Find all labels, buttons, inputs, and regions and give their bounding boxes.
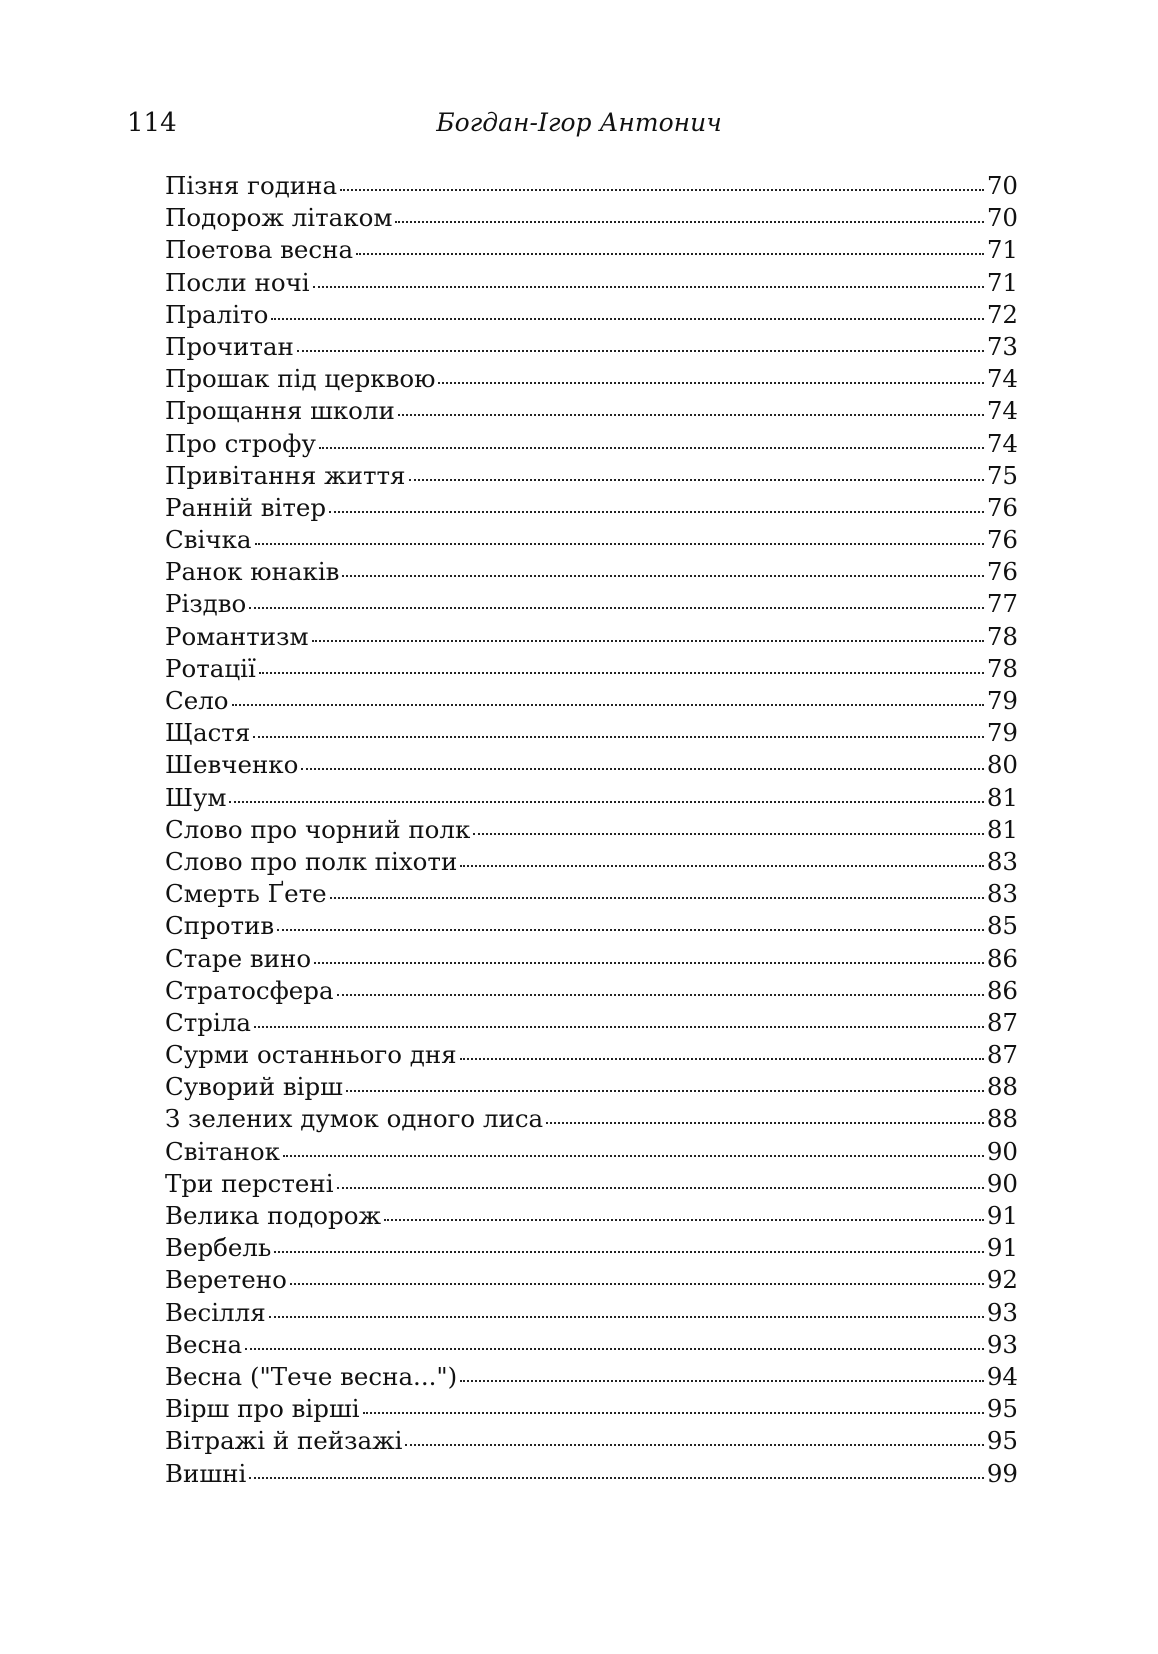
toc-entry-title: Вірш про вірші <box>165 1394 360 1424</box>
dot-leader <box>232 700 984 706</box>
dot-leader <box>253 732 984 738</box>
toc-entry-title: Прошак під церквою <box>165 364 436 394</box>
dot-leader <box>438 378 983 384</box>
toc-entry <box>165 428 1018 460</box>
toc-entry-title: Праліто <box>165 299 269 329</box>
toc-entry-title: Світанок <box>165 1136 280 1166</box>
toc-entry-page: 91 <box>986 1233 1018 1263</box>
toc-entry-page: 99 <box>986 1458 1018 1488</box>
toc-entry-page: 76 <box>986 492 1018 522</box>
toc-entry-page: 90 <box>986 1136 1018 1166</box>
dot-leader <box>384 1215 984 1221</box>
dot-leader <box>312 636 984 642</box>
toc-entry <box>165 1393 1018 1425</box>
toc-entry <box>165 1264 1018 1296</box>
dot-leader <box>409 475 984 481</box>
toc-entry-page: 74 <box>986 396 1018 426</box>
toc-entry-title: Романтизм <box>165 621 309 651</box>
dot-leader <box>356 249 984 255</box>
toc-entry-title: Вітражі й пейзажі <box>165 1426 403 1456</box>
toc-entry-page: 85 <box>986 911 1018 941</box>
dot-leader <box>254 1022 984 1028</box>
toc-entry-title: Подорож літаком <box>165 203 393 233</box>
toc-entry <box>165 170 1018 202</box>
toc-entry-title: Сурми останнього дня <box>165 1040 457 1070</box>
toc-entry-page: 88 <box>986 1104 1018 1134</box>
toc-entry-title: З зелених думок одного лиса <box>165 1104 544 1134</box>
toc-entry-title: Суворий вірш <box>165 1072 343 1102</box>
toc-entry-title: Шум <box>165 782 227 812</box>
toc-entry-page: 92 <box>986 1265 1018 1295</box>
toc-entry <box>165 556 1018 588</box>
toc-entry-page: 71 <box>986 267 1018 297</box>
toc-entry-title: Велика подорож <box>165 1201 381 1230</box>
dot-leader <box>245 1344 984 1350</box>
toc-entry <box>165 395 1018 427</box>
table-of-contents <box>165 170 1018 1490</box>
toc-entry-page: 95 <box>986 1426 1018 1456</box>
toc-entry <box>165 717 1018 749</box>
toc-entry <box>165 1232 1018 1264</box>
toc-entry-title: Шевченко <box>165 750 299 780</box>
toc-entry <box>165 1425 1018 1457</box>
dot-leader <box>313 282 984 288</box>
toc-entry-title: Привітання життя <box>165 460 406 490</box>
dot-leader <box>274 1247 983 1253</box>
toc-entry-title: Стріла <box>165 1007 251 1037</box>
toc-entry-title: Посли ночі <box>165 267 310 297</box>
toc-entry-title: Старе вино <box>165 943 312 973</box>
dot-leader <box>301 764 983 770</box>
toc-entry-page: 76 <box>986 557 1018 587</box>
dot-leader <box>346 1086 984 1092</box>
toc-entry-page: 70 <box>986 171 1018 200</box>
toc-entry-page: 74 <box>986 364 1018 394</box>
toc-entry <box>165 1458 1018 1490</box>
toc-entry <box>165 234 1018 266</box>
toc-entry <box>165 685 1018 717</box>
toc-entry <box>165 267 1018 299</box>
toc-entry <box>165 749 1018 781</box>
toc-entry-title: Різдво <box>165 589 247 619</box>
toc-entry <box>165 1071 1018 1103</box>
toc-entry-page: 83 <box>986 846 1018 876</box>
toc-entry <box>165 524 1018 556</box>
toc-entry-page: 75 <box>986 460 1018 490</box>
toc-entry <box>165 1200 1018 1232</box>
toc-entry-page: 76 <box>986 525 1018 555</box>
dot-leader <box>319 443 984 449</box>
toc-entry-title: Пізня година <box>165 171 338 200</box>
toc-entry-page: 81 <box>986 782 1018 812</box>
toc-entry <box>165 492 1018 524</box>
toc-entry-page: 91 <box>986 1201 1018 1230</box>
toc-entry <box>165 299 1018 331</box>
toc-entry-title: Смерть Ґете <box>165 879 327 909</box>
toc-entry <box>165 910 1018 942</box>
toc-entry-page: 86 <box>986 943 1018 973</box>
toc-entry <box>165 460 1018 492</box>
dot-leader <box>460 1054 984 1060</box>
toc-entry-page: 83 <box>986 879 1018 909</box>
dot-leader <box>283 1151 984 1157</box>
toc-entry <box>165 1039 1018 1071</box>
dot-leader <box>277 925 984 931</box>
dot-leader <box>259 668 984 674</box>
toc-entry-page: 93 <box>986 1297 1018 1327</box>
toc-entry-page: 94 <box>986 1361 1018 1391</box>
toc-entry <box>165 621 1018 653</box>
toc-entry <box>165 1007 1018 1039</box>
dot-leader <box>297 346 984 352</box>
toc-entry-page: 78 <box>986 653 1018 683</box>
toc-entry-page: 74 <box>986 428 1018 458</box>
toc-entry <box>165 363 1018 395</box>
toc-entry-title: Три перстені <box>165 1168 334 1198</box>
toc-entry-title: Вишні <box>165 1458 247 1488</box>
toc-entry <box>165 943 1018 975</box>
dot-leader <box>546 1118 984 1124</box>
toc-entry-page: 73 <box>986 331 1018 361</box>
toc-entry-page: 87 <box>986 1040 1018 1070</box>
toc-entry <box>165 1168 1018 1200</box>
toc-entry-page: 90 <box>986 1168 1018 1198</box>
dot-leader <box>460 1376 984 1382</box>
running-head: Богдан-Ігор Антонич <box>436 108 722 137</box>
dot-leader <box>363 1408 984 1414</box>
toc-entry-page: 71 <box>986 235 1018 265</box>
dot-leader <box>330 893 984 899</box>
dot-leader <box>229 797 983 803</box>
toc-entry-page: 86 <box>986 975 1018 1005</box>
toc-entry <box>165 1361 1018 1393</box>
toc-entry-page: 79 <box>986 686 1018 715</box>
dot-leader <box>337 1183 984 1189</box>
dot-leader <box>340 185 984 191</box>
dot-leader <box>249 1473 984 1479</box>
toc-entry-title: Про строфу <box>165 428 316 458</box>
toc-entry <box>165 1329 1018 1361</box>
dot-leader <box>398 410 984 416</box>
toc-entry-title: Вербель <box>165 1233 272 1263</box>
toc-entry-title: Ранок юнаків <box>165 557 340 587</box>
toc-entry-page: 80 <box>986 750 1018 780</box>
dot-leader <box>473 829 984 835</box>
toc-entry <box>165 878 1018 910</box>
toc-entry-title: Поетова весна <box>165 235 354 265</box>
toc-entry <box>165 653 1018 685</box>
toc-entry <box>165 975 1018 1007</box>
toc-entry <box>165 588 1018 620</box>
dot-leader <box>255 539 984 545</box>
dot-leader <box>290 1279 984 1285</box>
page-number: 114 <box>127 108 177 138</box>
toc-entry <box>165 814 1018 846</box>
toc-entry-title: Ранній вітер <box>165 492 327 522</box>
toc-entry-title: Весна ("Тече весна...") <box>165 1361 458 1391</box>
toc-entry <box>165 1297 1018 1329</box>
toc-entry-page: 87 <box>986 1007 1018 1037</box>
toc-entry-title: Щастя <box>165 718 251 748</box>
toc-entry <box>165 782 1018 814</box>
toc-entry-title: Веретено <box>165 1265 287 1295</box>
toc-entry-title: Спротив <box>165 911 275 941</box>
toc-entry-title: Ротації <box>165 653 256 683</box>
toc-entry-title: Весілля <box>165 1297 266 1327</box>
dot-leader <box>329 507 984 513</box>
toc-entry-page: 93 <box>986 1329 1018 1359</box>
dot-leader <box>337 990 984 996</box>
dot-leader <box>269 1312 984 1318</box>
dot-leader <box>405 1440 983 1446</box>
toc-entry <box>165 1103 1018 1135</box>
dot-leader <box>314 958 984 964</box>
toc-entry-title: Прощання школи <box>165 396 395 426</box>
toc-entry <box>165 331 1018 363</box>
toc-entry-page: 95 <box>986 1394 1018 1424</box>
toc-entry-title: Прочитан <box>165 331 294 361</box>
toc-entry-title: Стратосфера <box>165 975 334 1005</box>
toc-entry-page: 77 <box>986 589 1018 619</box>
toc-entry-title: Село <box>165 686 229 715</box>
toc-entry-page: 78 <box>986 621 1018 651</box>
toc-entry-title: Слово про чорний полк <box>165 814 471 844</box>
toc-entry-title: Весна <box>165 1329 243 1359</box>
toc-entry <box>165 846 1018 878</box>
dot-leader <box>342 571 983 577</box>
dot-leader <box>395 217 983 223</box>
toc-entry-page: 79 <box>986 718 1018 748</box>
toc-entry-page: 81 <box>986 814 1018 844</box>
toc-entry-page: 88 <box>986 1072 1018 1102</box>
dot-leader <box>271 314 983 320</box>
toc-entry-page: 72 <box>986 299 1018 329</box>
toc-entry-title: Свічка <box>165 525 252 555</box>
toc-entry-title: Слово про полк піхоти <box>165 846 458 876</box>
dot-leader <box>249 603 984 609</box>
toc-entry <box>165 202 1018 234</box>
toc-entry-page: 70 <box>986 203 1018 233</box>
dot-leader <box>460 861 984 867</box>
toc-entry <box>165 1136 1018 1168</box>
